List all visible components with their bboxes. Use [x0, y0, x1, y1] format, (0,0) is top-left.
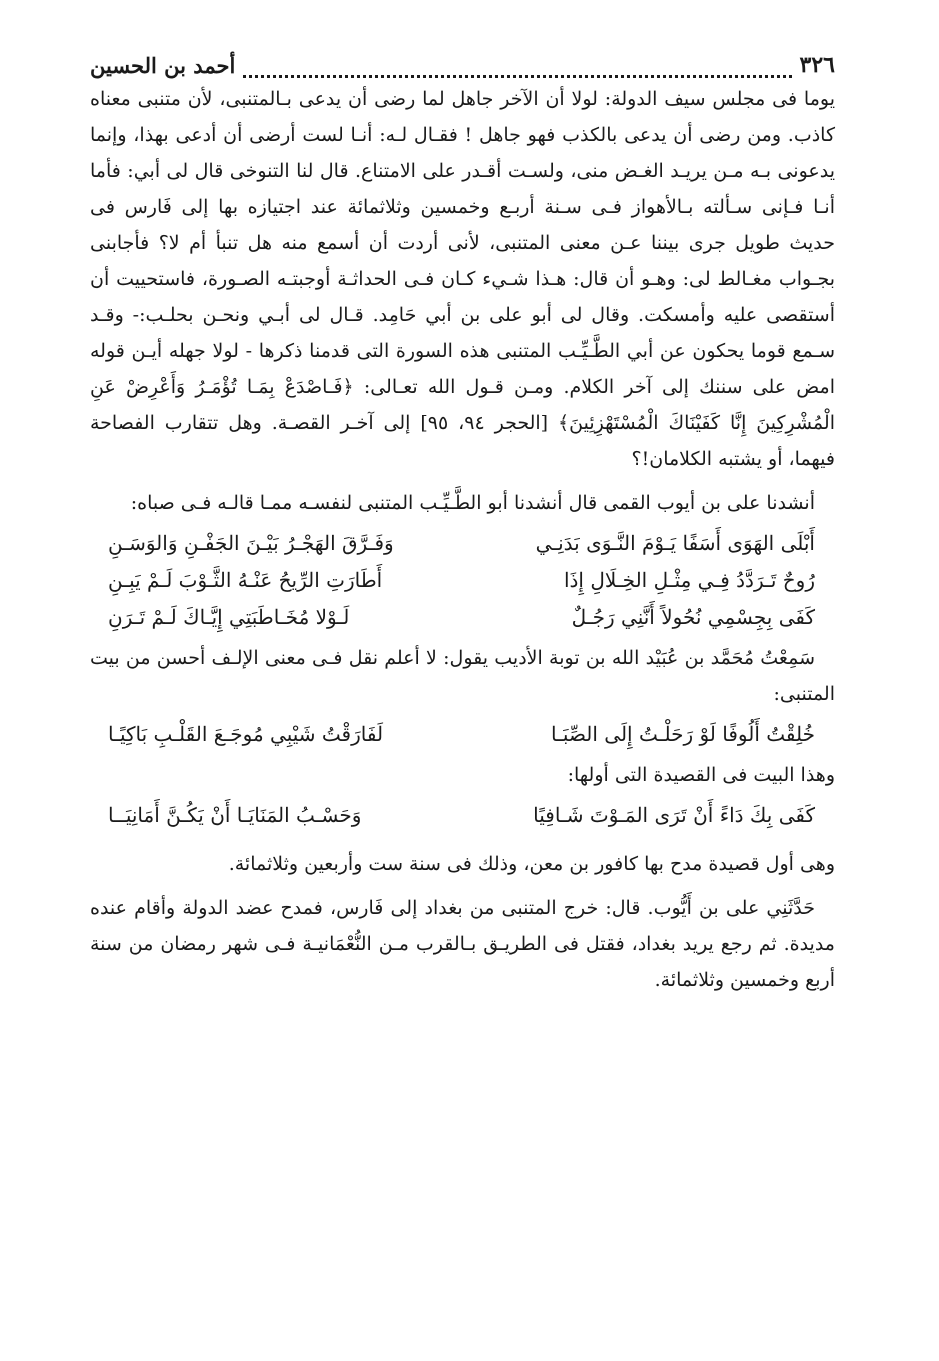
verse-second-hemistich: لَفَارَقْتُ شَيْبِي مُوجَـعَ القَلْـبِ بَاكِيًـا — [108, 722, 384, 746]
paragraph-1: يوما فى مجلس سيف الدولة: لولا أن الآخر جاهل لما رضى أن يدعى بـالمتنبى، لأن متنبى معناه كاذب. ومن رضى أن يدعى بالكذب فهو جاهل ! فقـال لـه: أنـا لست أرضى أن أدعى بهذا، وإنما يدعونى بـه مـن يريـد الغـض منى، ولسـت أقـدر على الامتناع. قال لنا التنوخى قال لى أبي: فأما أنـا فـإنى سـألته بـالأهواز فـى سـنة أربـع وخمسين وثلاثمائة عند اجتيازه بها إلى فَارس فى حديث طويل جرى بيننا عـن معنى المتنبى، لأنى أردت أن أسمع منه هل تنبأ أم لا؟ فأجابنى بجـواب مغـالط لى: وهـو أن قال: هـذا شـيء كـان فـى الحداثـة أوجبتـه الصـورة، فاستحييت أن أستقصى عليه وأمسكت. وقال لى أبو على بن أبي حَامِد. قـال لى أبـي ونحـن بحلـب:- وقـد سـمع قوما يحكون عن أبي الطَّـيِّـب المتنبى هذه السورة التى قدمنا ذكرها - لولا جهله أيـن قوله امض على سننك إلى آخر الكلام. ومـن قـول الله تعـالى: ﴿فَـاصْدَعْ بِمَـا تُؤْمَـرُ وَأَعْرِضْ عَنِ الْمُشْرِكِينَ إِنَّا كَفَيْنَاكَ الْمُسْتَهْزِئِينَ﴾ [الحجر ٩٤، ٩٥] إلى آخـر القصـة. وهل تتقارب الفصاحة فيهما، أو يشتبه الكلامان!؟ — [90, 88, 835, 470]
poem-2 — [90, 716, 835, 753]
poem-1 — [90, 525, 835, 636]
verse-first-hemistich: أَبْلَى الهَوَى أَسَفًا يَـوْمَ النَّـوَى بَدَنِـي — [535, 531, 815, 555]
verse-second-hemistich: لَـوْلا مُخَـاطَبَتِي إِيَّـاكَ لَـمْ تَـرَنِ — [108, 605, 350, 629]
verse-second-hemistich: وَحَسْـبُ المَنَايَـا أَنْ يَكُـنَّ أَمَانِيَــا — [108, 803, 362, 827]
page-header — [90, 38, 835, 79]
verse-second-hemistich: أَطَارَتِ الرِّيحُ عَنْـهُ الثَّـوْبَ لَـمْ يَبِـنِ — [108, 568, 383, 592]
paragraph-3: سَمِعْتُ مُحَمَّد بن عُبَيْد الله بن توبة الأديب يقول: لا أعلم نقل فـى معنى الإلـف أحسن من بيت المتنبى: — [90, 647, 835, 705]
verse-second-hemistich: وَفَـرَّقَ الهَجْـرُ بَيْـنَ الجَفْـنِ وَالوَسَـنِ — [108, 531, 394, 555]
running-title: أحمد بن الحسين — [90, 53, 236, 78]
paragraph-4: وهذا البيت فى القصيدة التى أولها: — [567, 764, 835, 786]
verse-first-hemistich: كَفَى بِكَ دَاءً أَنْ تَرَى المَـوْتَ شَـافِيًا — [533, 803, 815, 827]
verse-line — [90, 562, 835, 599]
verse-line — [90, 525, 835, 562]
paragraph-5: وهى أول قصيدة مدح بها كافور بن معن، وذلك فى سنة ست وأربعين وثلاثمائة. — [228, 853, 835, 875]
verse-first-hemistich: كَفَى بِجِسْمِي نُحُولاً أَنَّنِي رَجُـلٌ — [571, 605, 815, 629]
poem-3 — [90, 797, 835, 834]
verse-line — [90, 716, 835, 753]
paragraph-2: أنشدنا على بن أيوب القمى قال أنشدنا أبو الطَّـيِّـب المتنبى لنفسـه ممـا قالـه فـى صباه: — [130, 492, 815, 514]
verse-first-hemistich: رُوحٌ تَـرَدَّدُ فِـي مِثْـلِ الخِـلَالِ إِذَا — [563, 568, 815, 592]
verse-first-hemistich: خُلِقْتُ أَلُوفًا لَوْ رَحَلْـتُ إِلَى الصِّبَـا — [550, 722, 815, 746]
header-leader-dots — [243, 61, 791, 78]
verse-line — [90, 797, 835, 834]
paragraph-6: حَدَّثَنِي على بن أَيُّوب. قال: خرج المتنبى من بغداد إلى فَارس، فمدح عضد الدولة وأقام عنده مديدة. ثم رجع يريد بغداد، فقتل فى الطريـق بـالقرب مـن النُّعْمَانيـة فـى شهر رمضان من سنة أربع وخمسين وثلاثمائة. — [90, 897, 835, 991]
page-number: ٣٢٦ — [799, 52, 835, 78]
book-page — [90, 38, 835, 998]
verse-line — [90, 599, 835, 636]
